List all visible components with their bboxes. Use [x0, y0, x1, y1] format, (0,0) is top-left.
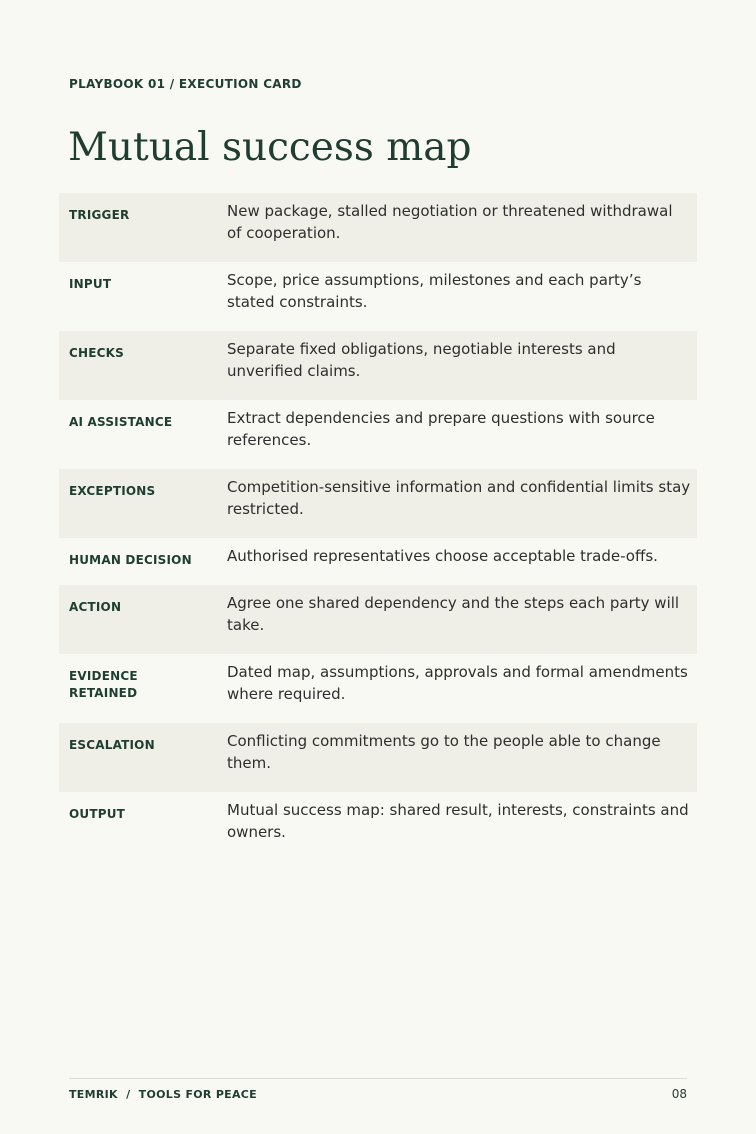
- card-row-exceptions: [59, 469, 697, 538]
- row-value: Agree one shared dependency and the steps each party will take.: [227, 594, 680, 634]
- page-number: 08: [671, 1087, 687, 1101]
- row-label: INPUT: [69, 277, 112, 291]
- row-label: AI ASSISTANCE: [69, 415, 173, 429]
- execution-card-table: [59, 193, 697, 861]
- row-label: ESCALATION: [69, 738, 155, 752]
- row-label: EVIDENCE RETAINED: [69, 669, 138, 700]
- row-label: HUMAN DECISION: [69, 553, 192, 567]
- footer-divider: [69, 1078, 687, 1079]
- row-value: Scope, price assumptions, milestones and each party’s stated constraints.: [227, 271, 642, 311]
- row-value: Dated map, assumptions, approvals and formal amendments where required.: [227, 663, 688, 703]
- row-label: TRIGGER: [69, 208, 130, 222]
- card-row-trigger: [59, 193, 697, 262]
- row-label: CHECKS: [69, 346, 124, 360]
- page-title: Mutual success map: [68, 125, 472, 170]
- row-value: Conflicting commitments go to the people able to change them.: [227, 732, 661, 772]
- row-label: OUTPUT: [69, 807, 126, 821]
- row-value: Extract dependencies and prepare questions with source references.: [227, 409, 655, 449]
- card-row-evidence-retained: [59, 654, 697, 723]
- card-row-human-decision: [59, 538, 697, 585]
- footer-brand: TEMRIK / TOOLS FOR PEACE: [69, 1088, 257, 1101]
- row-value: New package, stalled negotiation or threatened withdrawal of cooperation.: [227, 202, 673, 242]
- row-label: EXCEPTIONS: [69, 484, 156, 498]
- card-row-action: [59, 585, 697, 654]
- card-row-input: [59, 262, 697, 331]
- card-row-ai-assistance: [59, 400, 697, 469]
- card-row-output: [59, 792, 697, 861]
- row-value: Competition-sensitive information and confidential limits stay restricted.: [227, 478, 691, 518]
- row-value: Separate fixed obligations, negotiable interests and unverified claims.: [227, 340, 616, 380]
- card-row-escalation: [59, 723, 697, 792]
- row-value: Mutual success map: shared result, interests, constraints and owners.: [227, 801, 689, 841]
- row-value: Authorised representatives choose acceptable trade-offs.: [227, 547, 658, 565]
- eyebrow-label: PLAYBOOK 01 / EXECUTION CARD: [69, 77, 302, 91]
- row-label: ACTION: [69, 600, 122, 614]
- card-row-checks: [59, 331, 697, 400]
